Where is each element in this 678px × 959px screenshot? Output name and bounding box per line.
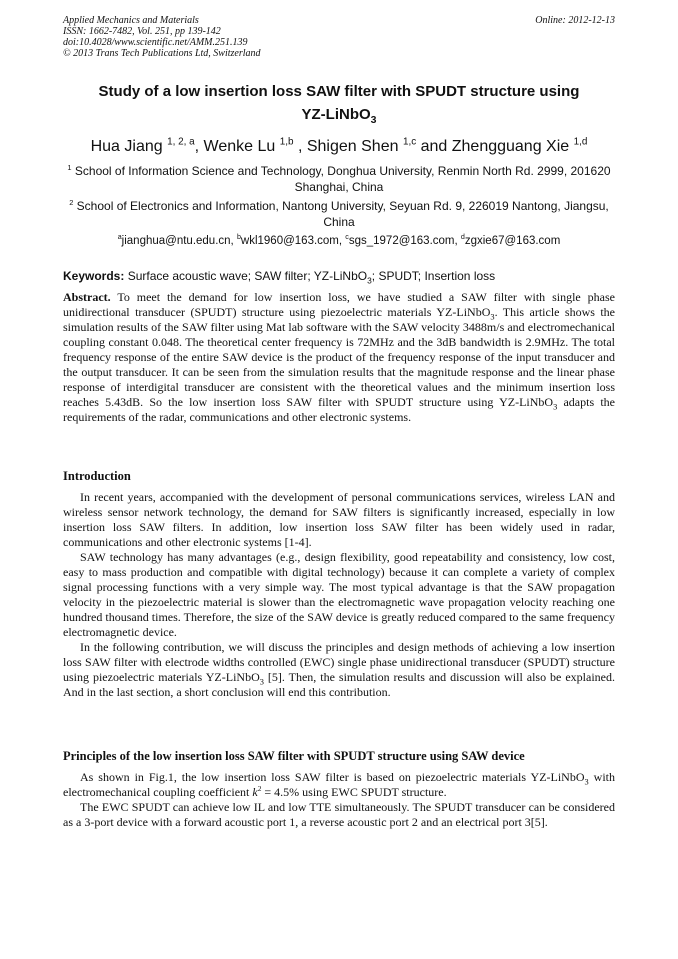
author-list <box>63 136 615 158</box>
online-date: Online: 2012-12-13 <box>535 15 615 26</box>
email[interactable]: sgs_1972@163.com, <box>348 235 461 247</box>
affiliation-1 <box>63 163 615 195</box>
paragraph-text: [5]. Then, the simulation results and discussion will also be explained. And in the last section, a short conclusion will end this contribution. <box>63 670 615 699</box>
author-name: Hua Jiang <box>90 138 168 155</box>
journal-header <box>63 15 615 59</box>
keywords-label: Keywords: <box>63 269 125 283</box>
paragraph <box>63 640 615 700</box>
email-sup: c <box>345 233 349 242</box>
abstract-sub: 3 <box>490 312 495 322</box>
paragraph-text: with electromechanical coupling coefficient <box>63 770 615 799</box>
math-eq: = 4.5% <box>261 785 300 799</box>
abstract <box>63 290 615 425</box>
author-name: , Wenke Lu <box>194 138 280 155</box>
paragraph-text: using EWC SPUDT structure. <box>299 785 447 799</box>
doi-line[interactable]: doi:10.4028/www.scientific.net/AMM.251.139 <box>63 37 248 48</box>
abstract-text: adapts the requirements of the radar, communications and other electronic systems. <box>63 395 615 424</box>
abstract-text: . This article shows the simulation results of the SAW filter using Mat lab software with the SAW velocity 3488m/s and electromechanical coupling constant 0.048. The theoretical center frequency is 72MHz and the 3dB bandwidth is 2.9MHz. The total frequency response of the entire SAW device is the product of the frequency response of the input transducer and the output transducer. It can be seen from the simulation results that the magnitude response and the linear phase response of interdigital transducer are consistent with the theoretical values and the minimum insertion loss reaches 5.43dB. So the low insertion loss SAW filter with SPUDT structure using YZ-LiNbO <box>63 305 616 409</box>
introduction-body <box>63 490 615 700</box>
author-sup: 1, 2, a <box>167 136 195 148</box>
paragraph: The EWC SPUDT can achieve low IL and low TTE simultaneously. The SPUDT transducer can be considered as a 3-port device with a forward acoustic port 1, a reverse acoustic port 2 and an electrical port 3[5]. <box>63 800 615 829</box>
email[interactable]: wkl1960@163.com, <box>240 235 346 247</box>
email[interactable]: zgxie67@163.com <box>464 235 561 247</box>
abstract-text: To meet the demand for low insertion loss, we have studied a SAW filter with single phase unidirectional transducer (SPUDT) structure using piezoelectric materials YZ-LiNbO <box>63 290 615 319</box>
author-name: , Shigen Shen <box>293 138 403 155</box>
title-formula-sub: 3 <box>370 114 377 126</box>
math-k: k <box>252 785 258 799</box>
abstract-label: Abstract. <box>63 290 111 304</box>
introduction-heading: Introduction <box>63 469 131 483</box>
title-formula: YZ-LiNbO <box>301 106 371 123</box>
keywords-text: Surface acoustic wave; SAW filter; YZ-LiNbO <box>124 269 368 283</box>
email-sup: a <box>117 233 122 242</box>
copyright-line: © 2013 Trans Tech Publications Ltd, Switzerland <box>63 48 261 59</box>
email[interactable]: jianghua@ntu.edu.cn, <box>121 235 237 247</box>
journal-name: Applied Mechanics and Materials <box>63 15 199 26</box>
keywords-sub: 3 <box>367 275 372 286</box>
keywords-line <box>63 268 615 284</box>
affiliation-text: School of Electronics and Information, Nantong University, Seyuan Rd. 9, 226019 Nantong, Jiangsu, China <box>73 199 609 229</box>
math-sup: 2 <box>257 784 262 793</box>
title-line-1: Study of a low insertion loss SAW filter with SPUDT structure using <box>98 83 580 100</box>
author-sup: 1,c <box>402 136 417 148</box>
email-sup: d <box>460 233 465 242</box>
affiliation-text: School of Information Science and Technology, Donghua University, Renmin North Rd. 2999, 201620 Shanghai, China <box>71 164 611 194</box>
principles-heading: Principles of the low insertion loss SAW filter with SPUDT structure using SAW device <box>63 749 525 763</box>
author-name: and Zhengguang Xie <box>416 138 574 155</box>
title-line-2 <box>63 103 615 126</box>
abstract-sub: 3 <box>553 402 558 412</box>
affiliation-sup: 1 <box>67 163 72 172</box>
issn-line: ISSN: 1662-7482, Vol. 251, pp 139-142 <box>63 26 221 37</box>
paragraph-text: In the following contribution, we will discuss the principles and design methods of achieving a low insertion loss SAW filter with electrode widths controlled (EWC) single phase unidirectional transducer (SPUDT) structure using piezoelectric materials YZ-LiNbO <box>63 640 615 684</box>
paragraph: SAW technology has many advantages (e.g., design flexibility, good repeatability and consistency, low cost, easy to mass production and compatible with digital technology) because it can complete a variety of complex signal processing functions with a very simple way. The most typical advantage is that the SAW propagation velocity in the piezoelectric material is slower than the electromagnetic wave propagation velocity reaching one hundred thousand times. Therefore, the size of the SAW device is greatly reduced compared to the same frequency electromagnetic device. <box>63 550 615 639</box>
author-sup: 1,b <box>279 136 294 148</box>
keywords-text-end: ; SPUDT; Insertion loss <box>371 269 496 283</box>
author-emails <box>63 233 615 249</box>
paragraph-text: As shown in Fig.1, the low insertion loss SAW filter is based on piezoelectric materials YZ-LiNbO <box>80 770 585 784</box>
principles-body <box>63 770 615 830</box>
paragraph: In recent years, accompanied with the development of personal communications services, wireless LAN and wireless sensor network technology, the demand for SAW filters is significantly increased, especially in low insertion loss SAW filters. In addition, low insertion loss SAW filter has been widely used in radar, communications and other electronic systems [1-4]. <box>63 490 615 549</box>
author-sup: 1,d <box>573 136 588 148</box>
affiliation-sup: 2 <box>69 198 74 207</box>
paper-title <box>63 80 615 126</box>
paragraph-sub: 3 <box>259 677 264 687</box>
paragraph <box>63 770 615 800</box>
email-sup: b <box>236 233 241 242</box>
paragraph-sub: 3 <box>584 777 589 787</box>
affiliation-2 <box>63 198 615 230</box>
